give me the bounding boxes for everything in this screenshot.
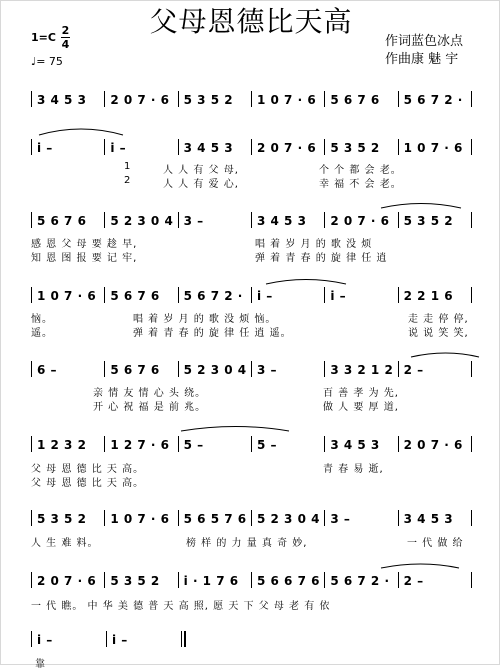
barline (178, 436, 179, 452)
measure: 5 6 6 7 6 (257, 574, 320, 588)
barline (324, 287, 325, 303)
measure: 1 0 7 · 6 (110, 512, 170, 526)
lyric-line: 唱 着 岁 月 的 歌 没 烦 恼。 (133, 314, 277, 325)
barline (471, 91, 472, 107)
lyric-line: 青 春 易 逝, (323, 464, 384, 475)
lyric-line: 榜 样 的 力 量 真 奇 妙, (186, 538, 308, 549)
barline (251, 361, 252, 377)
lyric-line: 弹 着 青 春 的 旋 律 任 逍 遥。 (133, 328, 292, 339)
lyric-line: 父 母 恩 德 比 天 高。 (31, 478, 145, 489)
barline (324, 436, 325, 452)
measure: 5 2 3 0 4 (183, 363, 247, 377)
barline (324, 510, 325, 526)
final-barline (184, 631, 186, 647)
measure: 5 6 7 2 · (403, 93, 463, 107)
lyric-line: 人 人 有 爱 心, (163, 179, 239, 190)
measure: 3 3 2 1 2 (330, 363, 394, 377)
measure: i – (112, 633, 128, 647)
lyric-line: 父 母 恩 德 比 天 高。 (31, 464, 145, 475)
measure: 1 0 7 · 6 (403, 141, 463, 155)
barline (31, 436, 32, 452)
tempo-mark: ♩= 75 (31, 55, 63, 68)
lyricist-credit: 作词蓝色冰点 (385, 34, 464, 49)
measure: 2 – (403, 574, 424, 588)
lyric-line: 亲 情 友 情 心 头 绕。 (93, 388, 207, 399)
measure: 3 4 5 3 (183, 141, 234, 155)
barline (398, 91, 399, 107)
measure: i – (330, 289, 347, 303)
barline (398, 139, 399, 155)
measure: 1 2 7 · 6 (110, 438, 170, 452)
tie-arc (39, 129, 123, 135)
measure: i – (37, 633, 53, 647)
measure: 2 0 7 · 6 (257, 141, 317, 155)
measure: 5 6 7 2 · (330, 574, 390, 588)
measure: 2 0 7 · 6 (37, 574, 97, 588)
measure: 5 3 5 2 (183, 93, 234, 107)
lyric-line: 知 恩 图 报 要 记 牢, (31, 253, 138, 264)
lyric-line: 遥。 (31, 328, 53, 339)
tie-arc (181, 427, 289, 432)
measure: 2 – (403, 363, 424, 377)
barline (398, 436, 399, 452)
barline (251, 287, 252, 303)
time-signature (61, 25, 70, 50)
measure: 5 6 7 6 (110, 363, 160, 377)
barline (31, 510, 32, 526)
measure: 5 – (257, 438, 278, 452)
barline (104, 510, 105, 526)
measure: 5 3 5 2 (110, 574, 160, 588)
barline (398, 510, 399, 526)
measure: 5 6 7 2 · (183, 289, 243, 303)
barline (471, 510, 472, 526)
barline (104, 212, 105, 228)
key-signature (31, 32, 56, 43)
measure: 5 2 3 0 4 (110, 214, 174, 228)
measure: 5 2 3 0 4 (257, 512, 320, 526)
barline (104, 139, 105, 155)
measure: 1 0 7 · 6 (37, 289, 97, 303)
lyric-line: 1 (124, 161, 132, 172)
measure: 2 2 1 6 (403, 289, 454, 303)
barline (104, 436, 105, 452)
barline (398, 287, 399, 303)
lyric-line: 靠 (35, 659, 46, 670)
barline (324, 139, 325, 155)
barline (398, 572, 399, 588)
barline (471, 361, 472, 377)
barline (398, 361, 399, 377)
barline (104, 91, 105, 107)
lyric-line: 人 生 难 料。 (31, 538, 99, 549)
barline (251, 572, 252, 588)
barline (31, 212, 32, 228)
measure: 3 4 5 3 (403, 512, 454, 526)
measure: 1 0 7 · 6 (257, 93, 317, 107)
lyric-line: 开 心 祝 福 是 前 兆。 (93, 402, 207, 413)
barline (104, 287, 105, 303)
measure: 2 0 7 · 6 (110, 93, 170, 107)
barline (178, 572, 179, 588)
barline (104, 361, 105, 377)
tie-arc (411, 353, 479, 357)
page-title: 父母恩德比天高 (149, 5, 353, 38)
barline (31, 139, 32, 155)
measure: 1 2 3 2 (37, 438, 87, 452)
barline (471, 139, 472, 155)
tie-arc (381, 564, 459, 568)
lyric-line: 唱 着 岁 月 的 歌 没 烦 (255, 239, 373, 250)
lyric-line: 走 走 停 停, (408, 314, 469, 325)
barline (31, 631, 32, 647)
barline (324, 212, 325, 228)
measure: 2 0 7 · 6 (403, 438, 463, 452)
measure: 3 – (330, 512, 351, 526)
key-label: 1=C (31, 31, 56, 44)
lyric-line: 一 代 瞧。 中 华 美 德 普 天 高 照, 愿 天 下 父 母 老 有 依 (31, 601, 331, 612)
measure: i – (37, 141, 53, 155)
lyric-line: 做 人 要 厚 道, (323, 402, 399, 413)
barline (251, 91, 252, 107)
measure: 2 0 7 · 6 (330, 214, 390, 228)
barline (178, 212, 179, 228)
measure: 3 – (257, 363, 278, 377)
measure: 5 6 7 6 (37, 214, 87, 228)
lyric-line: 一 代 做 给 (407, 538, 464, 549)
barline (251, 510, 252, 526)
barline (251, 436, 252, 452)
measure: 5 3 5 2 (403, 214, 454, 228)
tie-arc (266, 280, 346, 285)
barline (178, 287, 179, 303)
barline (104, 572, 105, 588)
time-bottom: 4 (61, 38, 70, 51)
measure: 5 – (183, 438, 204, 452)
barline (471, 287, 472, 303)
measure: 5 3 5 2 (330, 141, 380, 155)
measure: 3 4 5 3 (330, 438, 380, 452)
measure: 3 4 5 3 (37, 93, 87, 107)
barline (324, 361, 325, 377)
lyric-line: 恼。 (31, 314, 53, 325)
composer-credit: 作曲康 魅 宇 (385, 52, 459, 67)
barline (251, 139, 252, 155)
measure: 3 4 5 3 (257, 214, 307, 228)
measure: 6 – (37, 363, 58, 377)
barline (178, 139, 179, 155)
barline (106, 631, 107, 647)
lyric-line: 人 人 有 父 母, (163, 165, 239, 176)
lyric-line: 弹 着 青 春 的 旋 律 任 逍 (255, 253, 388, 264)
measure: 5 3 5 2 (37, 512, 87, 526)
barline (178, 510, 179, 526)
barline (471, 436, 472, 452)
barline (398, 212, 399, 228)
measure: i · 1 7 6 (183, 574, 239, 588)
barline (178, 361, 179, 377)
measure: 5 6 5 7 6 (183, 512, 247, 526)
barline (324, 572, 325, 588)
barline (178, 91, 179, 107)
lyric-line: 2 (124, 175, 132, 186)
barline (181, 631, 182, 647)
barline (471, 572, 472, 588)
lyric-line: 百 善 孝 为 先, (323, 388, 399, 399)
measure: 5 6 7 6 (110, 289, 160, 303)
lyric-line: 感 恩 父 母 要 趁 早, (31, 239, 138, 250)
lyric-line: 个 个 都 会 老。 (319, 165, 402, 176)
barline (251, 212, 252, 228)
barline (324, 91, 325, 107)
barline (471, 212, 472, 228)
time-top: 2 (61, 24, 70, 37)
barline (31, 287, 32, 303)
measure: i – (110, 141, 127, 155)
barline (31, 572, 32, 588)
measure: 5 6 7 6 (330, 93, 380, 107)
barline (31, 361, 32, 377)
tie-arc (381, 204, 461, 209)
barline (31, 91, 32, 107)
measure: i – (257, 289, 273, 303)
measure: 3 – (183, 214, 204, 228)
lyric-line: 说 说 笑 笑, (408, 328, 469, 339)
lyric-line: 幸 福 不 会 老。 (319, 179, 402, 190)
